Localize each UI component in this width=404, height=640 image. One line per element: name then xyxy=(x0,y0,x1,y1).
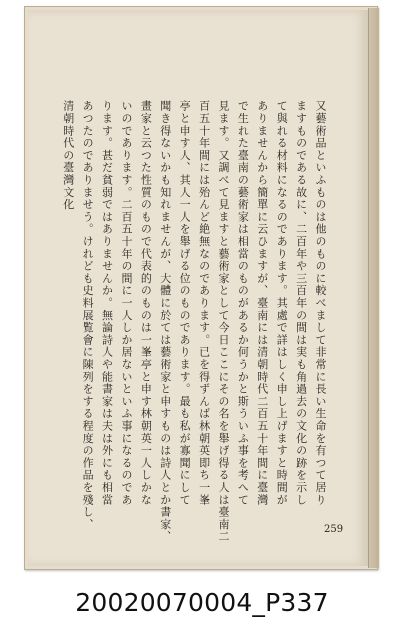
running-heading: 清朝時代の臺灣文化 xyxy=(61,100,75,211)
book-spine-edge xyxy=(368,8,379,568)
catalog-id-caption: 20020070004_P337 xyxy=(75,588,329,617)
text-line: 見ます。又調べて見ますと藝術家として今日ここにその名を舉げ得る人は臺南二 xyxy=(216,100,230,543)
vertical-text-block xyxy=(61,100,330,543)
page-number: 259 xyxy=(324,524,344,535)
text-line: 聞き得ないかも知れませんが、大體に於ては藝術家と申すものは詩人とか書家、 xyxy=(158,100,172,543)
book-page xyxy=(28,10,368,566)
text-line: いのであります。二百五十年の間に一人しか居ないといふ事になるのであ xyxy=(119,100,133,506)
text-line: で生れた臺南の藝術家は相當のものがあるか何うかと斯ういふ事を考へて xyxy=(236,100,250,506)
text-line: ありませんから簡單に云ひますが、臺南には清朝時代二百五十年間に臺灣 xyxy=(255,100,269,506)
text-line: て與れる材料になるのであります。其處で詳はしく申し上げますと時間が xyxy=(275,100,289,506)
text-line: あつたのでありませう。けれども史料展覧會に陳列をする程度の作品を殘し、 xyxy=(81,100,95,531)
text-line: 亭と申す人、其人一人を舉げる位のものであります。最も私が寡聞にして xyxy=(178,100,192,506)
text-line: ますものである故に、二百年や三百年の間は実も角過去の文化の跡を示し xyxy=(294,100,308,506)
text-line: 畫家と云つた性質のもので代表的のものは一峯亭と申す林朝英一人しかな xyxy=(139,100,153,506)
text-line: 又藝術品といふものは他のものに較べまして非常に長い生命を有つて居り xyxy=(314,100,327,506)
text-line: 百五十年間には殆んど絶無なのであります。已を得ずんば林朝英即ち一峯 xyxy=(197,100,211,506)
text-line: ります。甚だ貧弱ではありませんか。無論詩人や能書家は夫は外にも相當 xyxy=(100,100,114,506)
